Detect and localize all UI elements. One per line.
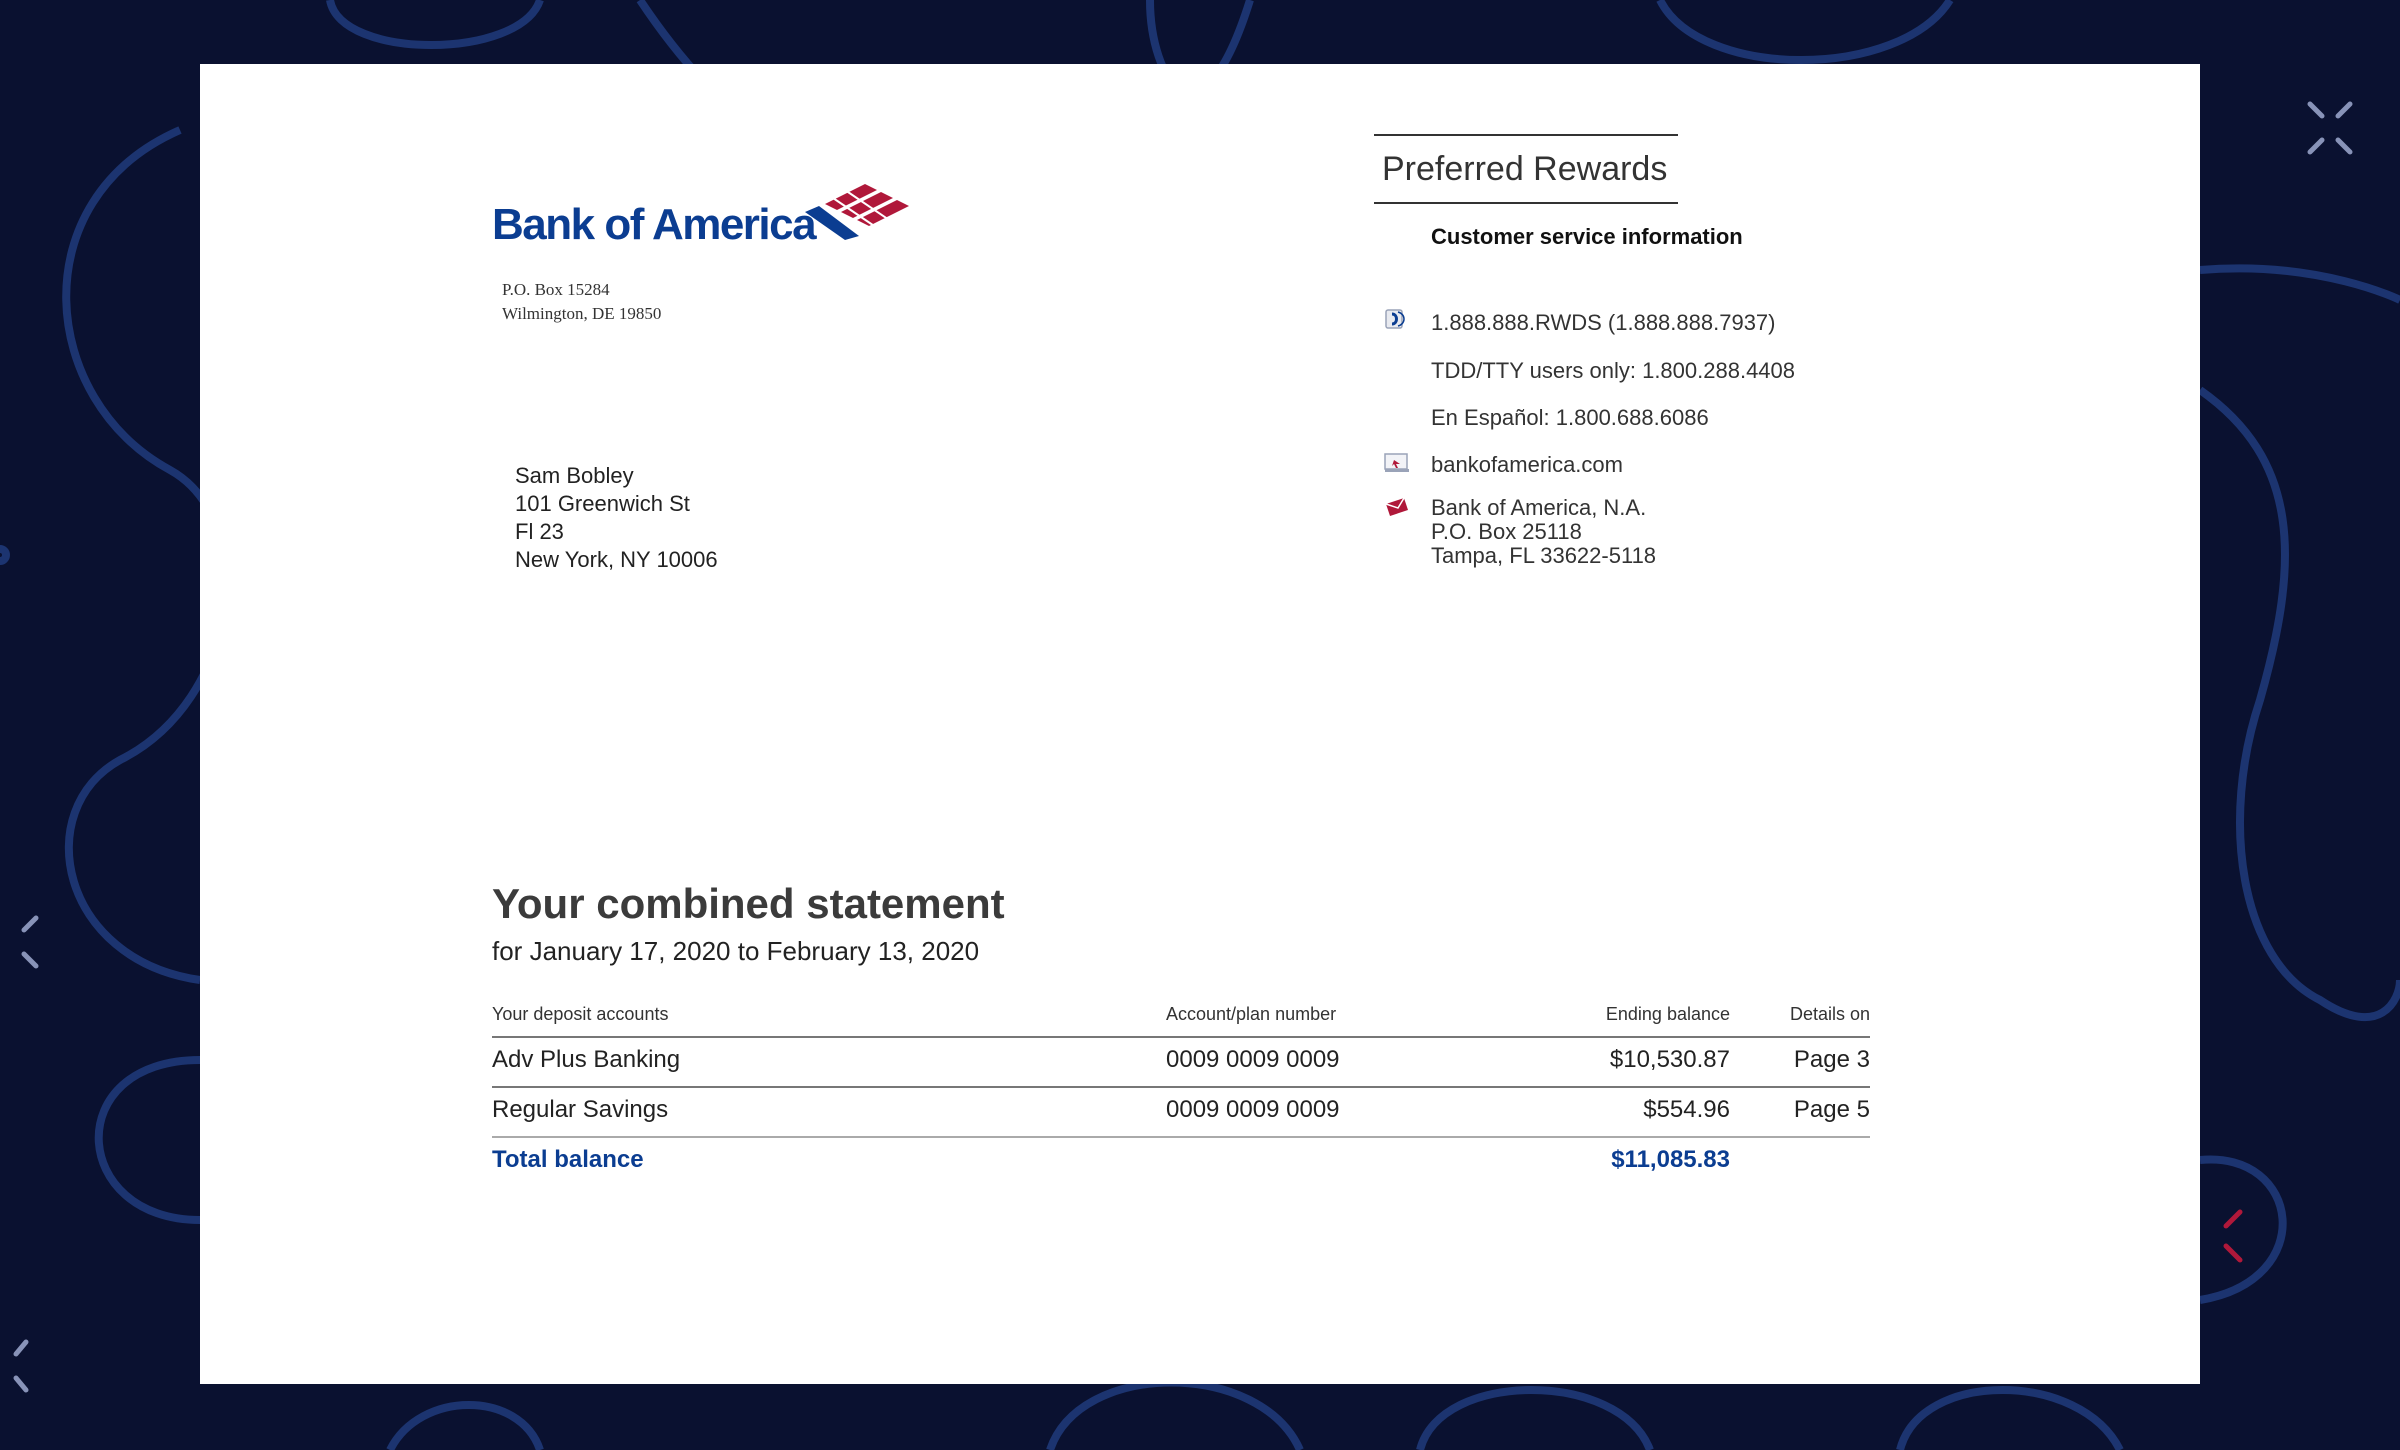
statement-page: [200, 64, 2200, 1384]
mailing-address-line-1: Bank of America, N.A.: [1431, 495, 1647, 520]
account-details: Page 5: [1793, 1096, 1870, 1123]
account-details: Page 3: [1793, 1046, 1870, 1073]
bank-logo-text: Bank of America: [492, 200, 816, 249]
account-number: 0009 0009 0009: [1166, 1096, 1340, 1123]
customer-street: 101 Greenwich St: [515, 491, 690, 516]
total-row: [492, 1138, 1870, 1186]
statement-title: Your combined statement: [492, 880, 1005, 927]
account-name: Regular Savings: [492, 1096, 669, 1123]
table-row: [492, 1038, 1870, 1086]
mailing-address-line-2: P.O. Box 25118: [1431, 519, 1582, 544]
customer-floor: Fl 23: [515, 519, 564, 544]
bank-address-line-2: Wilmington, DE 19850: [502, 304, 662, 323]
total-label: Total balance: [492, 1146, 644, 1173]
account-balance: $554.96: [1643, 1096, 1730, 1123]
mailing-address-line-3: Tampa, FL 33622-5118: [1431, 543, 1657, 568]
header-number: Account/plan number: [1166, 1004, 1337, 1024]
flag-logo-icon: [805, 182, 915, 244]
preferred-rewards-title: Preferred Rewards: [1382, 150, 1668, 188]
account-number: 0009 0009 0009: [1166, 1046, 1340, 1073]
tdd-phone: TDD/TTY users only: 1.800.288.4408: [1431, 358, 1796, 383]
phone-icon: [1384, 308, 1410, 330]
mail-icon: [1384, 496, 1410, 518]
total-value: $11,085.83: [1611, 1146, 1730, 1173]
computer-icon: [1384, 452, 1410, 474]
header-balance: Ending balance: [1605, 1004, 1730, 1024]
bank-logo: [492, 182, 1132, 262]
customer-city: New York, NY 10006: [515, 547, 718, 572]
table-row: [492, 1088, 1870, 1136]
customer-name: Sam Bobley: [515, 463, 634, 488]
espanol-phone: En Español: 1.800.688.6086: [1431, 405, 1709, 430]
statement-period: for January 17, 2020 to February 13, 2020: [492, 936, 980, 966]
website-link[interactable]: bankofamerica.com: [1431, 452, 1623, 477]
mailing-address: [1431, 496, 1656, 568]
bank-address-line-1: P.O. Box 15284: [502, 280, 610, 299]
customer-address: [515, 462, 718, 574]
preferred-rewards-header: [1374, 134, 1678, 204]
header-account: Your deposit accounts: [492, 1004, 669, 1024]
header-details: Details on: [1789, 1004, 1870, 1024]
account-name: Adv Plus Banking: [492, 1046, 681, 1073]
bank-address: [502, 278, 661, 326]
customer-service-title: Customer service information: [1431, 224, 1743, 249]
account-balance: $10,530.87: [1609, 1046, 1730, 1073]
rewards-phone[interactable]: 1.888.888.RWDS (1.888.888.7937): [1431, 310, 1776, 335]
